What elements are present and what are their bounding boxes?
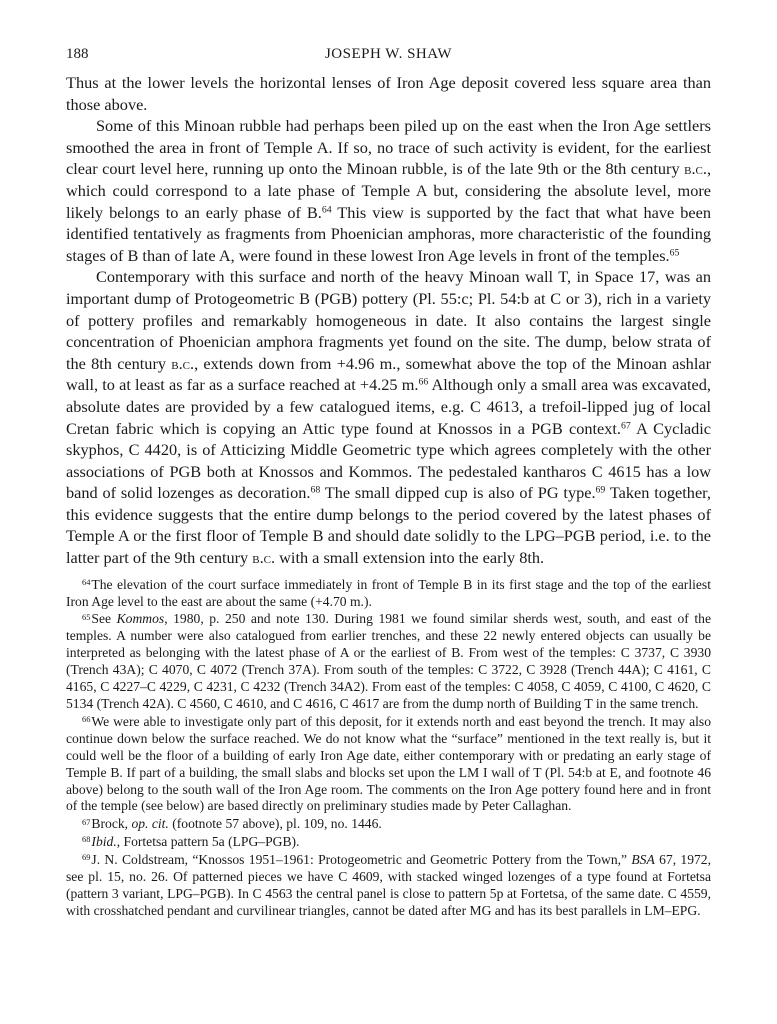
paragraph-3-text: with a small extension into the early 8th.	[275, 548, 545, 568]
footnote-number: 67	[82, 816, 91, 827]
page-number: 188	[66, 46, 89, 62]
footnote-ref-65[interactable]: 65	[669, 247, 680, 259]
footnote-text: Brock,	[91, 816, 132, 832]
paragraph-3-text: , extends down from +4.96 m., somewhat above the top of the Minoan ashlar wall, to at least as far as a surface reached at +4.25 m.	[66, 353, 711, 395]
footnote-ref-64[interactable]: 64	[321, 204, 332, 216]
footnote-text: See	[91, 611, 117, 627]
footnotes	[66, 577, 711, 920]
paragraph-3-text: The small dipped cup is also of PG type.	[320, 483, 596, 503]
footnote-text: J. N. Coldstream, “Knossos 1951–1961: Protogeometric and Geometric Pottery from the Town,”	[91, 852, 632, 868]
paragraph-2	[66, 115, 711, 266]
footnote-italic-title: Kommos	[116, 611, 165, 627]
footnote-italic-title: op. cit.	[131, 816, 169, 832]
era-abbreviation: b.c.	[684, 159, 707, 179]
running-head: JOSEPH W. SHAW	[324, 46, 453, 62]
footnote-text: We were able to investigate only part of this deposit, for it extends north and east beyond the trench. It may also continue down below the surface reached. We do not know what the “surface” mentioned in the text really is, but it could well be the floor of a building of early Iron Age date, either contemporary with or predating an early stage of Temple B. If part of a building, the small slabs and blocks set upon the LM I wall of T (Pl. 54:b at E, and footnote 46 above) belong to the south wall of the Iron Age room. The comments on the Iron Age pottery found here and in front of the temple (see below) are based directly on preliminary studies made by Peter Callaghan.	[66, 713, 711, 814]
footnote-text: , Fortetsa pattern 5a (LPG–PGB).	[116, 834, 300, 850]
footnote-68	[66, 834, 711, 851]
paragraph-2-text: , which could correspond to a late phase of Temple A but, considering the absolute level, more likely belongs to an early phase of B.	[66, 159, 712, 222]
footnote-number: 66	[82, 714, 91, 725]
footnote-ref-69[interactable]: 69	[595, 484, 606, 496]
footnote-ref-67[interactable]: 67	[620, 420, 631, 432]
footnote-text: , 1980, p. 250 and note 130. During 1981 we found similar sherds west, south, and east of the temples. A number were also catalogued from earlier trenches, and these 22 newly entered objects can usually be interpreted as belonging with the latest phase of A or the earliest of B. From west of the temples: C 3737, C 3930 (Trench 43A); C 4070, C 4072 (Trench 37A). From south of the temples: C 3722, C 3928 (Trench 44A); C 4161, C 4165, C 4227–C 4229, C 4231, C 4232 (Trench 34A2). From east of the temples: C 4058, C 4059, C 4100, C 4620, C 5134 (Trench 42A). C 4560, C 4610, and C 4616, C 4617 are from the dump north of Building T in the same trench.	[66, 611, 711, 711]
body-text	[66, 72, 711, 569]
paragraph-1	[66, 72, 711, 115]
footnote-text: The elevation of the court surface immediately in front of Temple B in its first stage and the top of the earliest Iron Age level to the east are about the same (+4.70 m.).	[66, 576, 711, 609]
footnote-text: (footnote 57 above), pl. 109, no. 1446.	[168, 816, 382, 832]
footnote-69	[66, 852, 711, 920]
footnote-italic-title: BSA	[631, 852, 655, 868]
paragraph-2-text: Some of this Minoan rubble had perhaps been piled up on the east when the Iron Age settlers smoothed the area in front of Temple A. If so, no trace of such activity is evident, for the earliest clear court level here, running up onto the Minoan rubble, is of the late 9th or the 8th century	[66, 116, 711, 179]
page	[66, 46, 711, 920]
era-abbreviation: b.c.	[252, 548, 276, 568]
paragraph-2-text: This view is supported by the fact that what have been identified tentatively as fragments from Phoenician amphoras, more characteristic of the founding stages of B than of late A, were found in these lowest Iron Age levels in front of the temples.	[66, 202, 711, 265]
footnote-number: 65	[82, 611, 91, 622]
footnote-text: 67, 1972, see pl. 15, no. 26. Of patterned pieces we have C 4609, with stacked winged lozenges of a type found at Fortetsa (pattern 3 variant, LPG–PGB). In C 4563 the central panel is close to pattern 5p at Fortetsa, of the same date. C 4559, with crosshatched pendant and curvilinear triangles, cannot be dated after MG and has its best parallels in LM–EPG.	[66, 852, 712, 918]
paragraph-3	[66, 266, 711, 568]
paragraph-1-text: Thus at the lower levels the horizontal lenses of Iron Age deposit covered less square area than those above.	[66, 73, 711, 114]
paragraph-3-text: Taken together, this evidence suggests that the entire dump belongs to the period covered by the latest phases of Temple A or the first floor of Temple B and should date solidly to the LPG–PGB period, i.e. to the latter part of the 9th century	[66, 483, 712, 568]
footnote-64	[66, 577, 711, 611]
paragraph-3-text: Contemporary with this surface and north of the heavy Minoan wall T, in Space 17, was an important dump of Protogeometric B (PGB) pottery (Pl. 55:c; Pl. 54:b at C or 3), rich in a variety of pottery profiles and remarkably homogeneous in date. It also contains the largest single concentration of Phoenician amphora fragments yet found on the site. The dump, below strata of the 8th century	[66, 267, 711, 373]
paragraph-3-text: Although only a small area was excavated, absolute dates are provided by a few catalogued items, e.g. C 4613, a trefoil-lipped jug of local Cretan fabric which is copying an Attic type found at Knossos in a PGB context.	[66, 375, 711, 438]
paragraph-3-text: A Cycladic skyphos, C 4420, is of Atticizing Middle Geometric type which agrees completely with the other associations of PGB both at Knossos and Kommos. The pedestaled kantharos C 4615 has a low band of solid lozenges as decoration.	[66, 418, 712, 503]
page-header	[66, 46, 711, 72]
footnote-66	[66, 714, 711, 815]
footnote-ref-68[interactable]: 68	[310, 484, 321, 496]
footnote-65	[66, 611, 711, 712]
footnote-number: 68	[82, 834, 91, 845]
footnote-ref-66[interactable]: 66	[418, 376, 429, 388]
era-abbreviation: b.c.	[171, 353, 195, 373]
footnote-italic-title: Ibid.	[91, 834, 117, 850]
footnote-number: 69	[82, 852, 91, 863]
footnote-67	[66, 816, 711, 833]
footnote-number: 64	[82, 576, 91, 587]
